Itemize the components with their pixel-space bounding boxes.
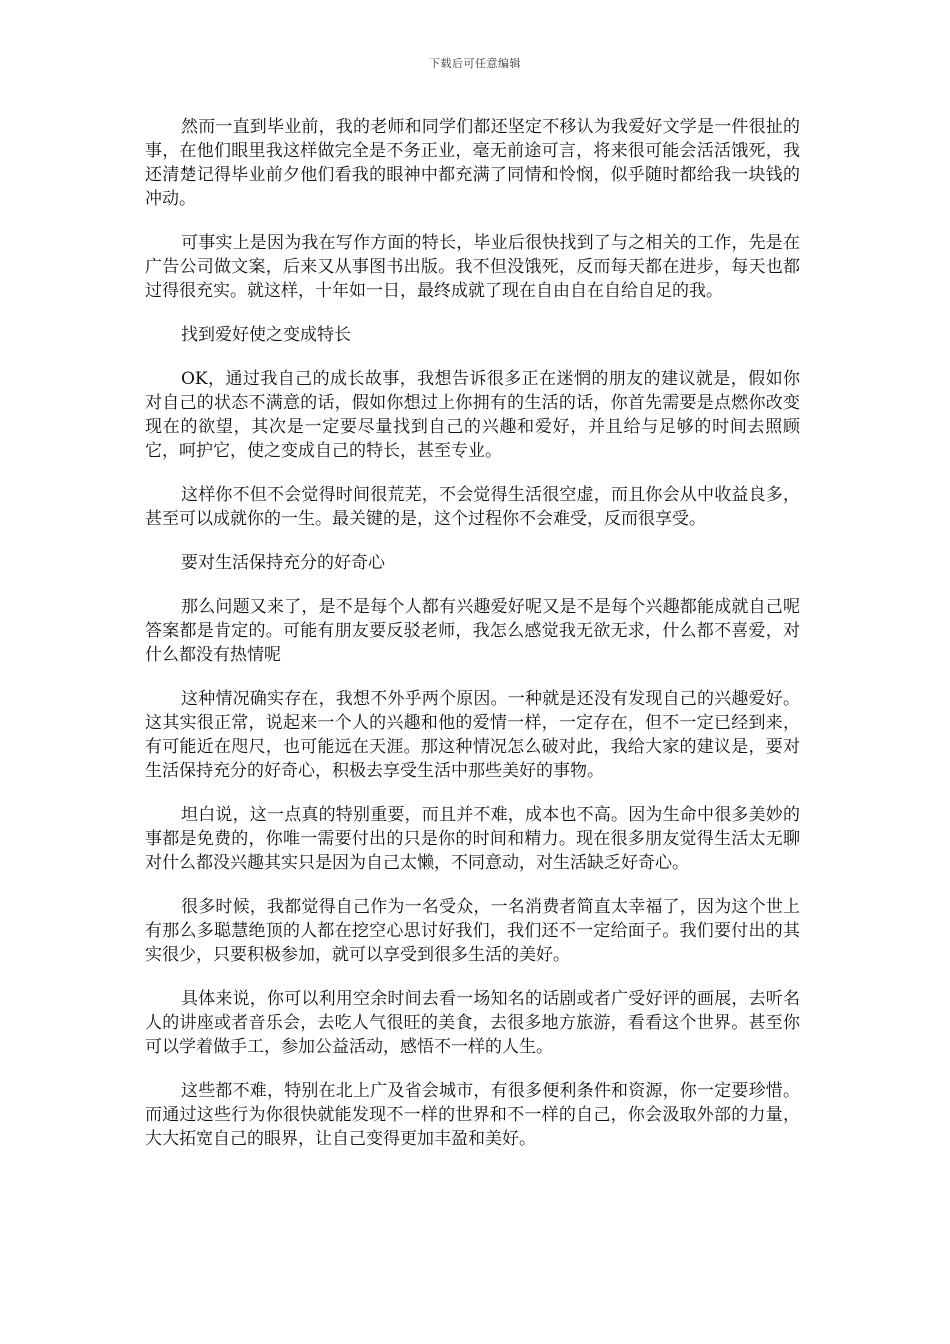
paragraph-6: 这种情况确实存在，我想不外乎两个原因。一种就是还没有发现自己的兴趣爱好。这其实很正常，说起来一个人的兴趣和他的爱情一样，一定存在，但不一定已经到来，有可能近在咫尺，也可能远在天涯。那这种情况怎么破对此，我给大家的建议是，要对生活保持充分的好奇心，积极去享受生活中那些美好的事物。 xyxy=(145,689,800,781)
paragraph-5: 那么问题又来了，是不是每个人都有兴趣爱好呢又是不是每个兴趣都能成就自己呢答案都是肯定的。可能有朋友要反驳老师，我怎么感觉我无欲无求，什么都不喜爱，对什么都没有热情呢 xyxy=(145,597,800,665)
paragraph-8: 很多时候，我都觉得自己作为一名受众，一名消费者简直太幸福了，因为这个世上有那么多聪慧绝顶的人都在挖空心思讨好我们，我们还不一定给面子。我们要付出的其实很少，只要积极参加，就可以享受到很多生活的美好。 xyxy=(145,897,800,965)
header-note: 下载后可任意编辑 xyxy=(429,57,521,70)
paragraph-7: 坦白说，这一点真的特别重要，而且并不难，成本也不高。因为生命中很多美妙的事都是免费的，你唯一需要付出的只是你的时间和精力。现在很多朋友觉得生活太无聊对什么都没兴趣其实只是因为自己太懒，不同意动，对生活缺乏好奇心。 xyxy=(145,805,800,873)
section-heading-2: 要对生活保持充分的好奇心 xyxy=(181,553,385,573)
paragraph-1: 然而一直到毕业前，我的老师和同学们都还坚定不移认为我爱好文学是一件很扯的事，在他们眼里我这样做完全是不务正业，毫无前途可言，将来很可能会活活饿死，我还清楚记得毕业前夕他们看我的眼神中都充满了同情和怜悯，似乎随时都给我一块钱的冲动。 xyxy=(145,117,800,209)
paragraph-3: OK，通过我自己的成长故事，我想告诉很多正在迷惘的朋友的建议就是，假如你对自己的状态不满意的话，假如你想过上你拥有的生活的话，你首先需要是点燃你改变现在的欲望，其次是一定要尽量找到自己的兴趣和爱好，并且给与足够的时间去照顾它，呵护它，使之变成自己的特长，甚至专业。 xyxy=(145,369,800,461)
document-body xyxy=(145,115,800,1171)
paragraph-10: 这些都不难，特别在北上广及省会城市，有很多便利条件和资源，你一定要珍惜。而通过这些行为你很快就能发现不一样的世界和不一样的自己，你会汲取外部的力量，大大拓宽自己的眼界，让自己变得更加丰盈和美好。 xyxy=(145,1081,800,1149)
paragraph-4: 这样你不但不会觉得时间很荒芜，不会觉得生活很空虚，而且你会从中收益良多，甚至可以成就你的一生。最关键的是，这个过程你不会难受，反而很享受。 xyxy=(145,485,800,529)
paragraph-2: 可事实上是因为我在写作方面的特长，毕业后很快找到了与之相关的工作，先是在广告公司做文案，后来又从事图书出版。我不但没饿死，反而每天都在进步，每天也都过得很充实。就这样，十年如一日，最终成就了现在自由自在自给自足的我。 xyxy=(145,233,800,301)
paragraph-9: 具体来说，你可以利用空余时间去看一场知名的话剧或者广受好评的画展，去听名人的讲座或者音乐会，去吃人气很旺的美食，去很多地方旅游，看看这个世界。甚至你可以学着做手工，参加公益活动，感悟不一样的人生。 xyxy=(145,989,800,1057)
section-heading-1: 找到爱好使之变成特长 xyxy=(181,325,351,345)
